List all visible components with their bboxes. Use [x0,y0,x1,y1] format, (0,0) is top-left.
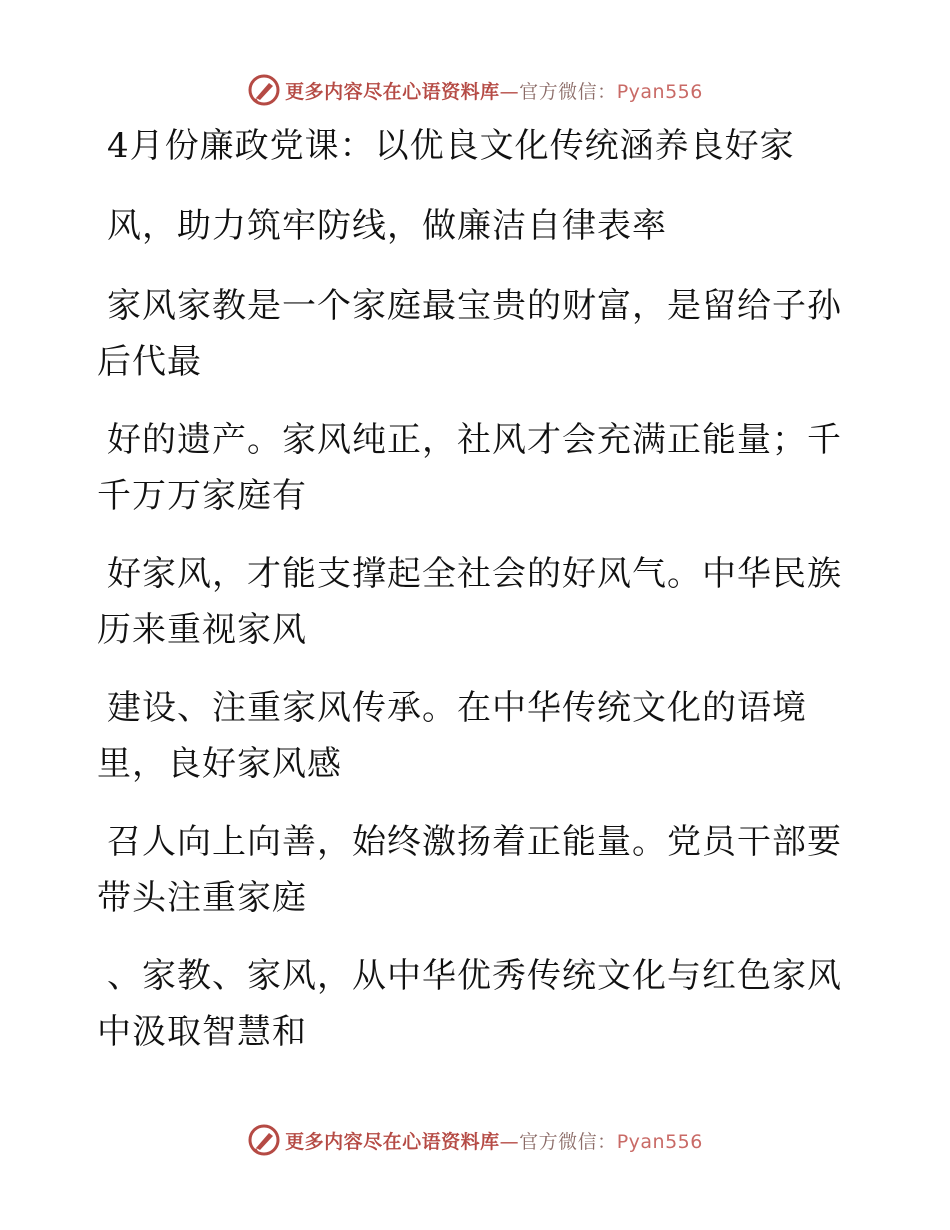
banner-dash: — [499,1130,520,1153]
footer-banner [0,1120,950,1160]
banner-wechat-id: Pyan556 [616,1130,703,1153]
paragraph-line: 好的遗产。家风纯正，社风才会充满正能量；千 [107,420,842,460]
header-banner [0,70,950,110]
paragraph-line: 里，良好家风感 [97,744,342,784]
paragraph-line: 带头注重家庭 [97,878,307,918]
paragraph-line: 家风家教是一个家庭最宝贵的财富，是留给子孙 [107,286,842,326]
banner-wechat-label: 官方微信： [519,80,617,103]
paragraph-line: 建设、注重家风传承。在中华传统文化的语境 [107,688,807,728]
paragraph-line: 历来重视家风 [97,610,307,650]
document-body [97,118,842,1060]
paragraph-line: 、家教、家风，从中华优秀传统文化与红色家风 [107,956,842,996]
pen-logo-icon [247,73,281,107]
paragraph [97,680,837,792]
paragraph [97,948,842,1060]
paragraph-line: 召人向上向善，始终激扬着正能量。党员干部要 [107,822,842,862]
pen-logo-icon [247,1123,281,1157]
banner-brand: 更多内容尽在心语资料库 [285,1130,500,1153]
header-banner-text [285,77,703,104]
paragraph [97,546,842,658]
paragraph-line: 中汲取智慧和 [97,1012,307,1052]
paragraph-line: 千万万家庭有 [97,476,307,516]
title-line-1: 4月份廉政党课：以优良文化传统涵养良好家 [107,126,795,166]
banner-wechat-label: 官方微信： [519,1130,617,1153]
banner-dash: — [499,80,520,103]
banner-wechat-id: Pyan556 [616,80,703,103]
title-line-2: 风，助力筑牢防线，做廉洁自律表率 [107,206,667,246]
footer-banner-text [285,1127,703,1154]
paragraph [97,278,842,390]
paragraph-line: 好家风，才能支撑起全社会的好风气。中华民族 [107,554,842,594]
banner-brand: 更多内容尽在心语资料库 [285,80,500,103]
paragraph [97,814,842,926]
paragraph-line: 后代最 [97,342,202,382]
paragraph [97,412,842,524]
